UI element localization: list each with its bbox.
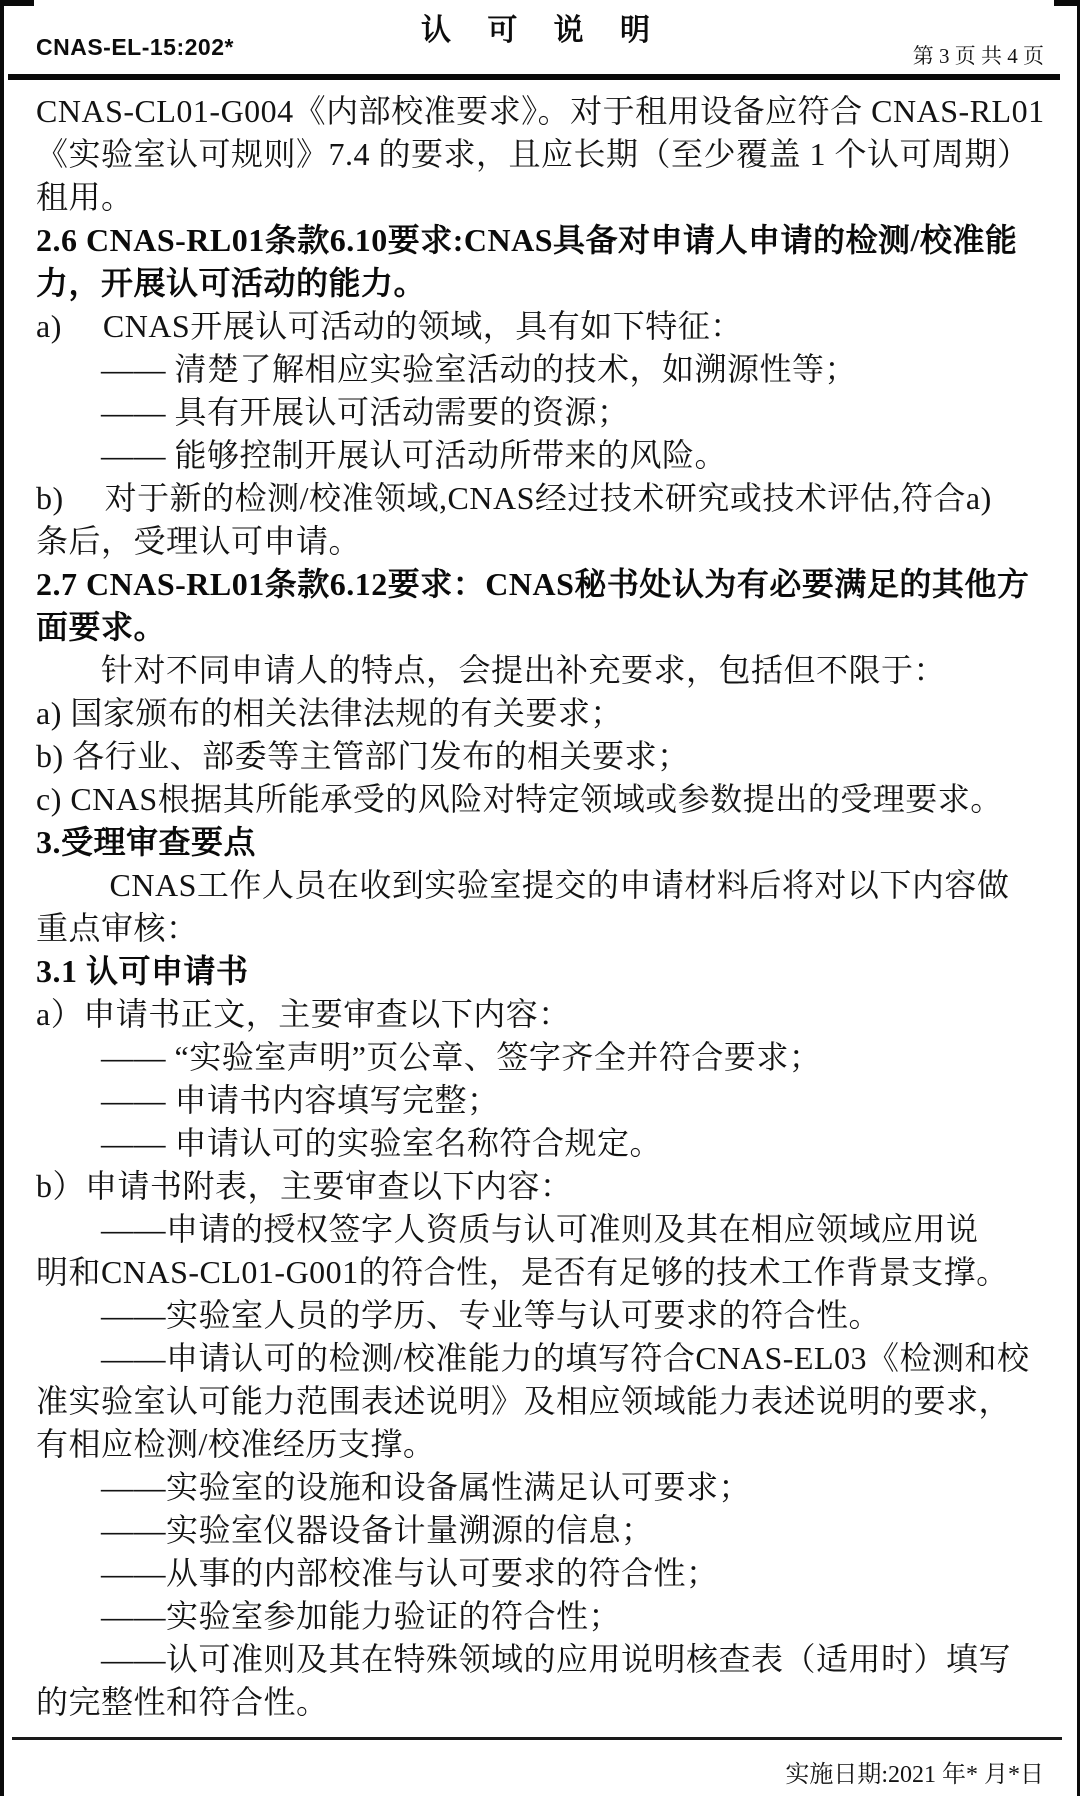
document-line: 3.受理审查要点 bbox=[36, 824, 257, 860]
document-line: c) CNAS根据其所能承受的风险对特定领域或参数提出的受理要求。 bbox=[36, 781, 1003, 817]
document-line: ——实验室参加能力验证的符合性； bbox=[36, 1598, 622, 1634]
document-line: a) 国家颁布的相关法律法规的有关要求； bbox=[36, 695, 623, 731]
document-line: 2.7 CNAS-RL01条款6.12要求：CNAS秘书处认为有必要满足的其他方 bbox=[36, 566, 1030, 602]
document-line: 明和CNAS-CL01-G001的符合性，是否有足够的技术工作背景支撑。 bbox=[36, 1254, 1009, 1290]
document-line: —— 清楚了解相应实验室活动的技术，如溯源性等； bbox=[36, 351, 858, 387]
document-line: 3.1 认可申请书 bbox=[36, 953, 249, 989]
document-line: b）申请书附表，主要审查以下内容： bbox=[36, 1168, 573, 1204]
document-line: —— 申请书内容填写完整； bbox=[36, 1082, 500, 1118]
document-line: b) 对于新的检测/校准领域,CNAS经过技术研究或技术评估,符合a) bbox=[36, 480, 992, 516]
document-line: a) CNAS开展认可活动的领域，具有如下特征： bbox=[36, 308, 743, 344]
document-line: 《实验室认可规则》7.4 的要求，且应长期（至少覆盖 1 个认可周期） bbox=[36, 136, 1030, 172]
document-line: —— 能够控制开展认可活动所带来的风险。 bbox=[36, 437, 728, 473]
document-line: 准实验室认可能力范围表述说明》及相应领域能力表述说明的要求， bbox=[36, 1383, 1012, 1419]
document-line: CNAS工作人员在收到实验室提交的申请材料后将对以下内容做 bbox=[36, 867, 1010, 903]
document-line: 租用。 bbox=[36, 179, 134, 215]
document-line: CNAS-CL01-G004《内部校准要求》。对于租用设备应符合 CNAS-RL01 bbox=[36, 93, 1045, 129]
document-line: —— “实验室声明”页公章、签字齐全并符合要求； bbox=[36, 1039, 822, 1075]
document-line: 力，开展认可活动的能力。 bbox=[36, 265, 427, 301]
document-line: ——从事的内部校准与认可要求的符合性； bbox=[36, 1555, 719, 1591]
document-line: —— 具有开展认可活动需要的资源； bbox=[36, 394, 630, 430]
scan-edge-left bbox=[0, 0, 4, 1796]
document-line: 2.6 CNAS-RL01条款6.10要求:CNAS具备对申请人申请的检测/校准能 bbox=[36, 222, 1018, 258]
document-code: CNAS-EL-15:202* bbox=[36, 34, 234, 60]
document-line: 重点审核： bbox=[36, 910, 199, 946]
document-line: 有相应检测/校准经历支撑。 bbox=[36, 1426, 436, 1462]
document-line: 的完整性和符合性。 bbox=[36, 1684, 329, 1720]
page-header bbox=[0, 0, 1080, 86]
page-title: 认 可 说 明 bbox=[420, 14, 659, 47]
header-rule bbox=[8, 74, 1060, 80]
footer-rule bbox=[12, 1737, 1062, 1740]
document-line: ——实验室人员的学历、专业等与认可要求的符合性。 bbox=[36, 1297, 882, 1333]
page-number: 第 3 页 共 4 页 bbox=[912, 44, 1044, 68]
document-line: —— 申请认可的实验室名称符合规定。 bbox=[36, 1125, 663, 1161]
implementation-date: 实施日期:2021 年* 月*日 bbox=[785, 1762, 1044, 1788]
document-line: ——实验室的设施和设备属性满足认可要求； bbox=[36, 1469, 752, 1505]
document-line: ——申请的授权签字人资质与认可准则及其在相应领域应用说 bbox=[36, 1211, 979, 1247]
document-line: ——申请认可的检测/校准能力的填写符合CNAS-EL03《检测和校 bbox=[36, 1340, 1030, 1376]
document-line: 针对不同申请人的特点，会提出补充要求，包括但不限于： bbox=[36, 652, 947, 688]
document-line: 面要求。 bbox=[36, 609, 167, 645]
document-body bbox=[36, 90, 1050, 1724]
document-line: b) 各行业、部委等主管部门发布的相关要求； bbox=[36, 738, 690, 774]
document-line: 条后，受理认可申请。 bbox=[36, 523, 362, 559]
document-line: a）申请书正文，主要审查以下内容： bbox=[36, 996, 571, 1032]
document-line: ——认可准则及其在特殊领域的应用说明核查表（适用时）填写 bbox=[36, 1641, 1012, 1677]
document-line: ——实验室仪器设备计量溯源的信息； bbox=[36, 1512, 654, 1548]
